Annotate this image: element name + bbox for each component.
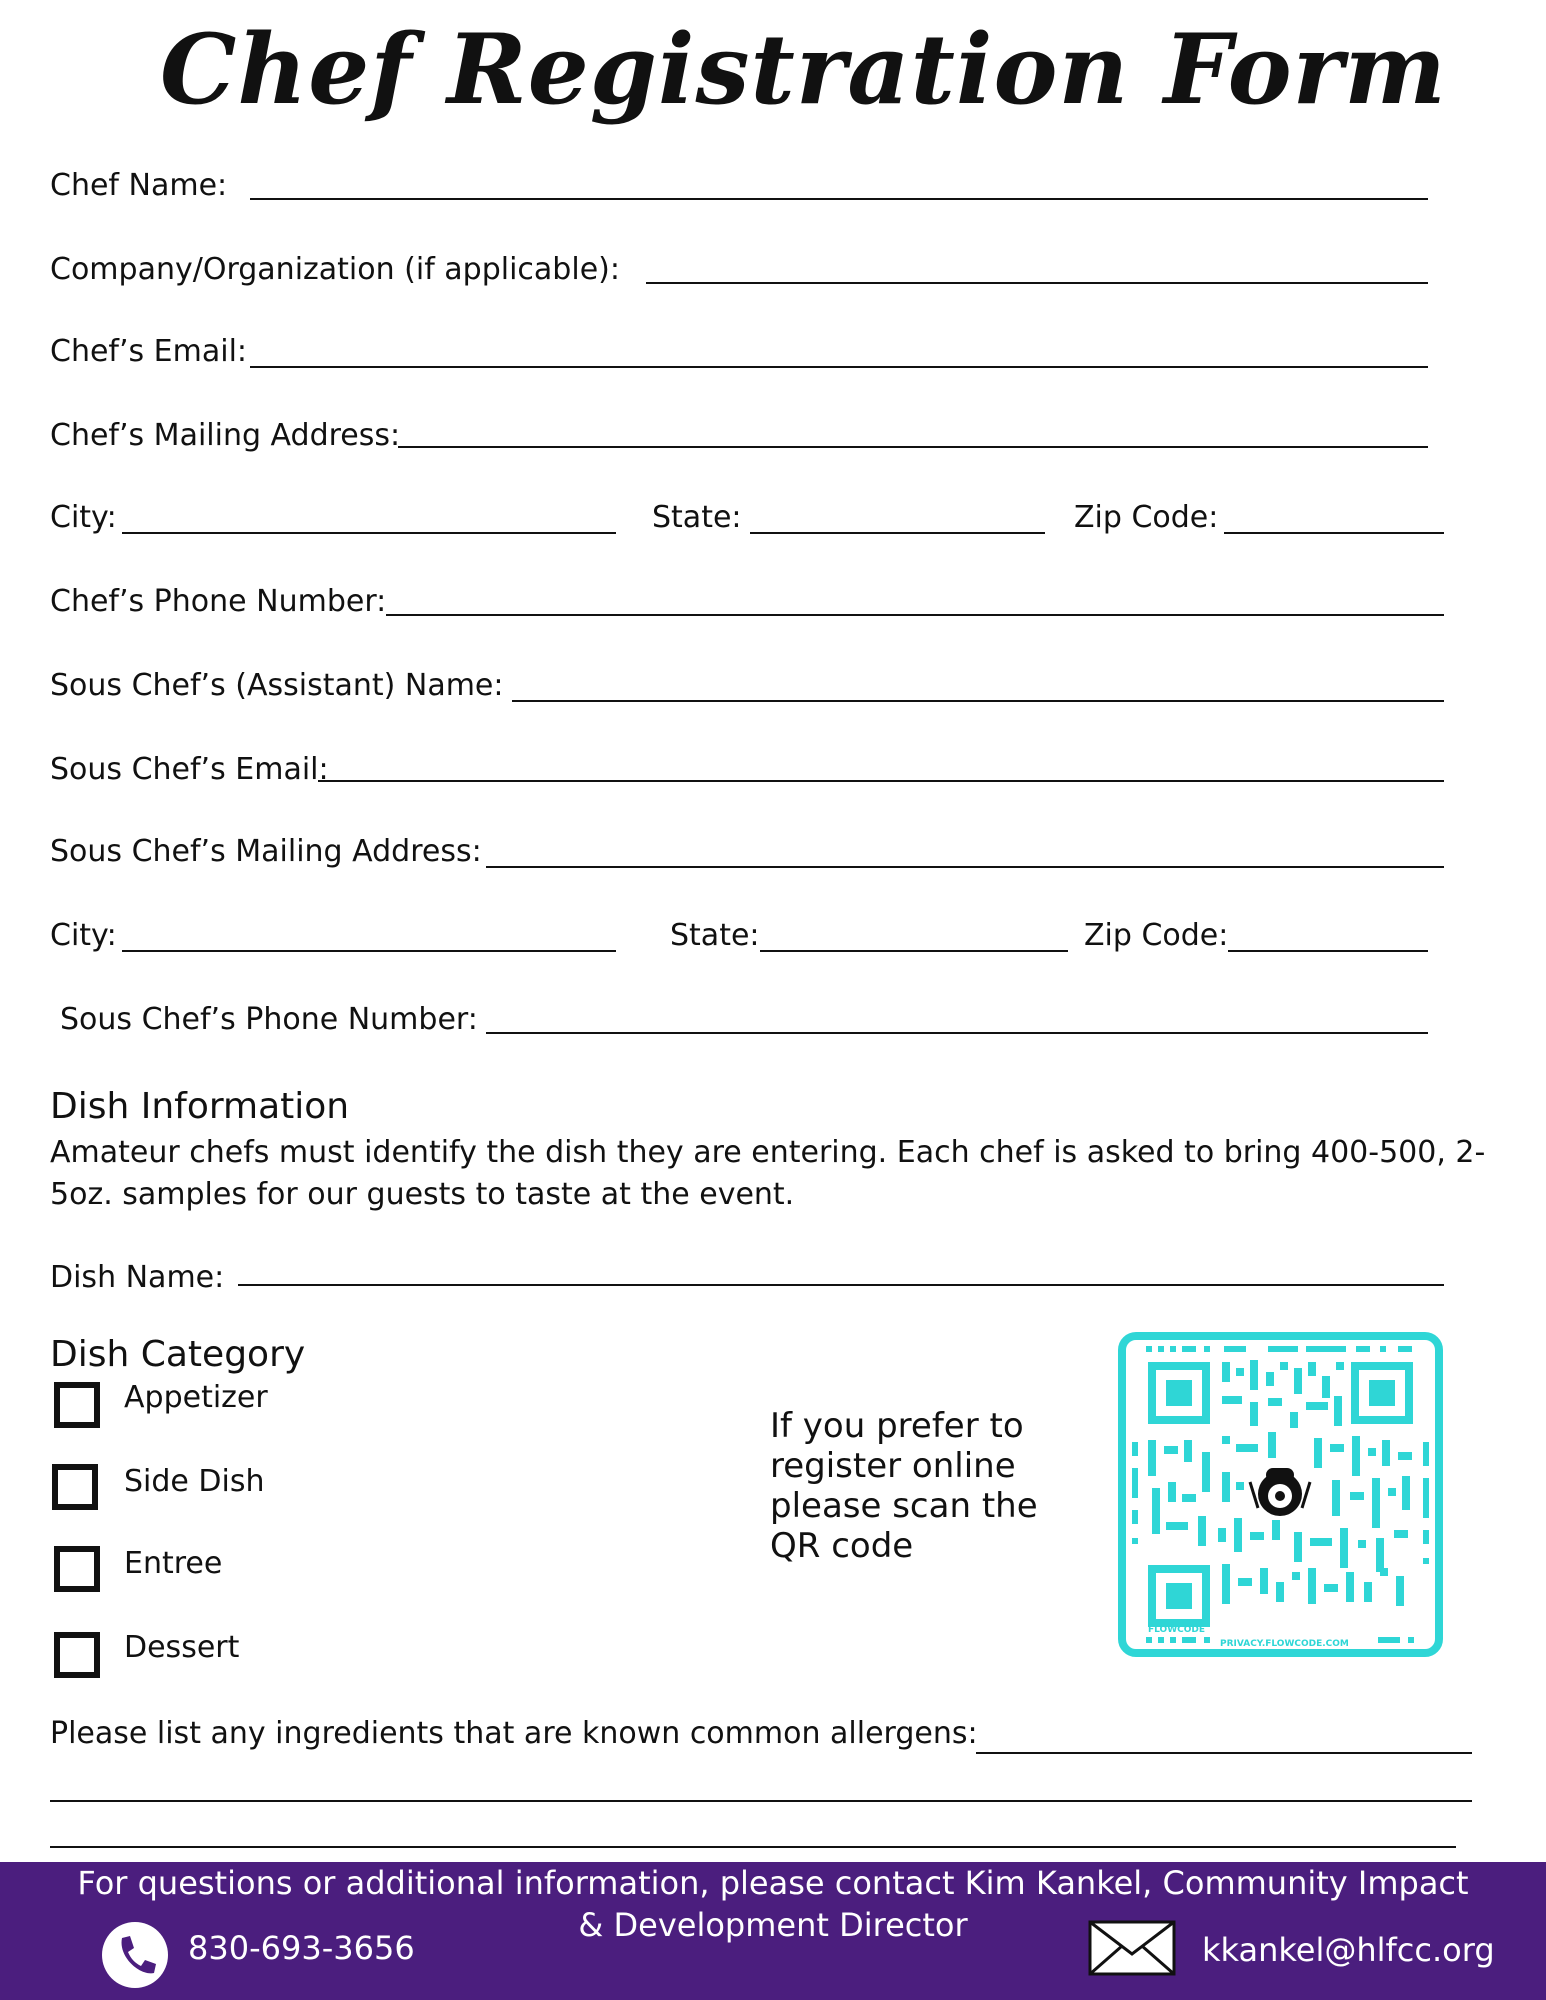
qr-privacy-text: PRIVACY.FLOWCODE.COM — [1220, 1639, 1349, 1649]
chef-email-line[interactable] — [250, 366, 1428, 368]
phone-icon — [100, 1920, 170, 1990]
sous-address-label: Sous Chef’s Mailing Address: — [50, 834, 482, 869]
dish-name-label: Dish Name: — [50, 1260, 225, 1295]
entree-label: Entree — [124, 1546, 223, 1581]
sous-city-label: City: — [50, 918, 117, 953]
mail-icon — [1088, 1920, 1176, 1976]
dessert-label: Dessert — [124, 1630, 240, 1665]
form-title: Chef Registration Form — [160, 13, 1447, 126]
chef-logo-icon — [1250, 1468, 1310, 1516]
chef-city-line[interactable] — [122, 532, 616, 534]
company-line[interactable] — [646, 282, 1428, 284]
sous-phone-line[interactable] — [486, 1032, 1428, 1034]
chef-phone-label: Chef’s Phone Number: — [50, 584, 387, 619]
dessert-checkbox[interactable] — [54, 1632, 100, 1678]
qr-prompt: If you prefer to register online please scan the QR code — [770, 1406, 1038, 1566]
chef-phone-line[interactable] — [386, 614, 1444, 616]
dish-info-description: Amateur chefs must identify the dish they are entering. Each chef is asked to bring 400-500, 2-5oz. samples for our guests to taste at the event. — [50, 1135, 1486, 1212]
dish-info-heading: Dish Information — [50, 1086, 350, 1127]
sous-address-line[interactable] — [486, 866, 1444, 868]
appetizer-checkbox[interactable] — [54, 1382, 100, 1428]
qr-brand-text: FLOWCODE — [1148, 1625, 1206, 1635]
chef-state-line[interactable] — [750, 532, 1045, 534]
footer-email[interactable]: kkankel@hlfcc.org — [1202, 1931, 1495, 1969]
dish-category-heading: Dish Category — [50, 1334, 306, 1375]
sous-zip-label: Zip Code: — [1084, 918, 1229, 953]
chef-zip-line[interactable] — [1224, 532, 1444, 534]
chef-zip-label: Zip Code: — [1074, 500, 1219, 535]
footer-phone[interactable]: 830-693-3656 — [188, 1929, 415, 1967]
sous-name-line[interactable] — [512, 700, 1444, 702]
chef-address-line[interactable] — [398, 446, 1428, 448]
sous-email-line[interactable] — [318, 780, 1444, 782]
chef-state-label: State: — [652, 500, 742, 535]
allergens-line-1[interactable] — [976, 1752, 1472, 1754]
entree-checkbox[interactable] — [54, 1546, 100, 1592]
sous-state-label: State: — [670, 918, 760, 953]
qr-code[interactable] — [1118, 1332, 1443, 1657]
side-dish-label: Side Dish — [124, 1464, 265, 1499]
sous-zip-line[interactable] — [1228, 950, 1428, 952]
allergens-label: Please list any ingredients that are known common allergens: — [50, 1716, 978, 1751]
dish-name-line[interactable] — [238, 1284, 1444, 1286]
footer-contact-text: For questions or additional information, please contact Kim Kankel, Community Impact & Development Director — [77, 1864, 1469, 1944]
sous-state-line[interactable] — [760, 950, 1068, 952]
chef-name-label: Chef Name: — [50, 168, 228, 203]
chef-email-label: Chef’s Email: — [50, 334, 248, 369]
company-label: Company/Organization (if applicable): — [50, 252, 620, 287]
sous-city-line[interactable] — [122, 950, 616, 952]
chef-address-label: Chef’s Mailing Address: — [50, 418, 401, 453]
sous-phone-label: Sous Chef’s Phone Number: — [60, 1002, 478, 1037]
chef-city-label: City: — [50, 500, 117, 535]
sous-name-label: Sous Chef’s (Assistant) Name: — [50, 668, 504, 703]
allergens-line-3[interactable] — [50, 1846, 1456, 1848]
side-dish-checkbox[interactable] — [52, 1464, 98, 1510]
sous-email-label: Sous Chef’s Email: — [50, 752, 329, 787]
allergens-line-2[interactable] — [50, 1800, 1472, 1802]
chef-name-line[interactable] — [250, 198, 1428, 200]
appetizer-label: Appetizer — [124, 1380, 268, 1415]
